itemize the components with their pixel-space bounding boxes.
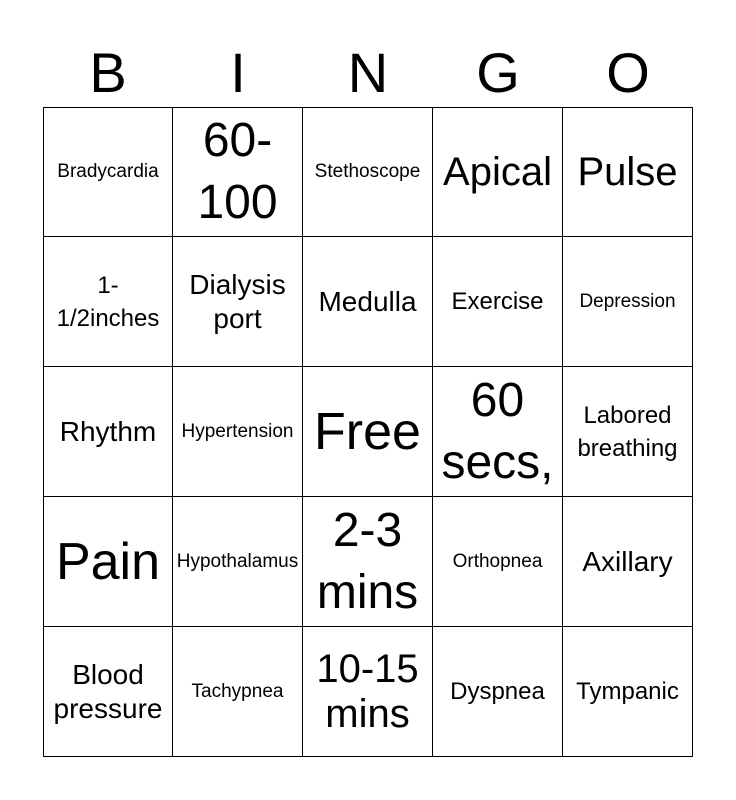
bingo-cell-1-1-2inches[interactable] <box>43 237 173 367</box>
bingo-cell-apical[interactable] <box>433 107 563 237</box>
cell-label: Hypertension <box>181 420 294 442</box>
bingo-cell-stethoscope[interactable] <box>303 107 433 237</box>
cell-label: 10-15 mins <box>316 646 419 736</box>
bingo-cell-depression[interactable] <box>563 237 693 367</box>
bingo-cell-pain[interactable] <box>43 497 173 627</box>
bingo-cell-dyspnea[interactable] <box>433 627 563 757</box>
bingo-cell-60-secs[interactable] <box>433 367 563 497</box>
cell-label: 60 secs, <box>441 373 554 489</box>
bingo-cell-2-3-mins[interactable] <box>303 497 433 627</box>
cell-label: Medulla <box>318 285 417 317</box>
cell-label: 60- 100 <box>197 114 278 229</box>
bingo-cell-axillary[interactable] <box>563 497 693 627</box>
cell-label: Tachypnea <box>191 680 284 702</box>
cell-label: Blood pressure <box>53 658 163 724</box>
bingo-cell-bradycardia[interactable] <box>43 107 173 237</box>
bingo-cell-exercise[interactable] <box>433 237 563 367</box>
cell-label: Tympanic <box>576 678 679 705</box>
header-letter-o: O <box>606 41 650 104</box>
bingo-cell-labored-breathing[interactable] <box>563 367 693 497</box>
header-letter-b: B <box>89 41 127 104</box>
bingo-header <box>43 38 693 108</box>
header-letter-i: I <box>230 41 246 104</box>
cell-label: Dialysis port <box>189 268 286 334</box>
bingo-cell-free[interactable] <box>303 367 433 497</box>
cell-label: Apical <box>443 149 552 194</box>
cell-label: Labored breathing <box>577 401 678 462</box>
cell-label: Orthopnea <box>452 550 543 572</box>
cell-label: Free <box>314 402 421 461</box>
cell-label: Rhythm <box>59 415 157 447</box>
bingo-cell-blood-pressure[interactable] <box>43 627 173 757</box>
cell-label: Hypothalamus <box>176 550 299 572</box>
bingo-cell-pulse[interactable] <box>563 107 693 237</box>
bingo-cell-hypothalamus[interactable] <box>173 497 303 627</box>
header-letter-n: N <box>347 41 389 104</box>
cell-label: Pulse <box>577 149 678 194</box>
cell-label: Pain <box>55 532 161 591</box>
bingo-cell-tachypnea[interactable] <box>173 627 303 757</box>
bingo-cell-rhythm[interactable] <box>43 367 173 497</box>
cell-label: 1- 1/2inches <box>56 271 160 332</box>
bingo-cell-medulla[interactable] <box>303 237 433 367</box>
cell-label: Exercise <box>451 288 544 315</box>
bingo-cell-dialysis-port[interactable] <box>173 237 303 367</box>
bingo-board <box>43 107 693 757</box>
bingo-cell-tympanic[interactable] <box>563 627 693 757</box>
cell-label: 2-3 mins <box>316 503 419 619</box>
header-letter-g: G <box>476 41 520 104</box>
bingo-cell-10-15-mins[interactable] <box>303 627 433 757</box>
cell-label: Dyspnea <box>450 678 545 705</box>
bingo-cell-60-100[interactable] <box>173 107 303 237</box>
bingo-cell-hypertension[interactable] <box>173 367 303 497</box>
cell-label: Depression <box>579 290 676 312</box>
cell-label: Axillary <box>582 545 673 577</box>
bingo-cell-orthopnea[interactable] <box>433 497 563 627</box>
cell-label: Stethoscope <box>314 161 421 182</box>
cell-label: Bradycardia <box>57 161 159 182</box>
